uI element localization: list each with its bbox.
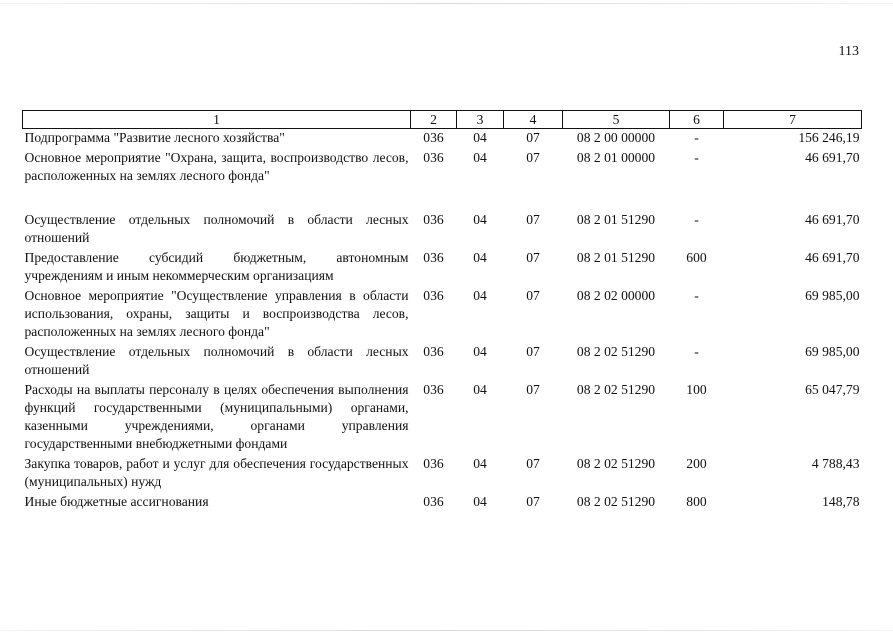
row-subsection: 07: [526, 130, 540, 145]
row-expense-type: 200: [686, 456, 707, 471]
table-row: [23, 149, 862, 211]
row-subsection: 07: [526, 150, 540, 165]
row-amount: 156 246,19: [798, 130, 860, 145]
row-name: Основное мероприятие "Охрана, защита, воспроизводство лесов, расположенных на землях лесного фонда": [24, 150, 409, 183]
scan-edge-top: [0, 3, 893, 4]
table-row: [23, 343, 862, 381]
row-expense-type: -: [694, 130, 699, 145]
row-subsection: 07: [526, 288, 540, 303]
row-expense-type: -: [694, 288, 699, 303]
header-col-3: 3: [457, 111, 504, 129]
row-name: Иные бюджетные ассигнования: [24, 494, 209, 509]
row-name: Осуществление отдельных полномочий в области лесных отношений: [24, 344, 409, 377]
row-amount: 65 047,79: [805, 382, 860, 397]
row-name: Осуществление отдельных полномочий в области лесных отношений: [24, 212, 409, 245]
header-col-7: 7: [724, 111, 862, 129]
header-col-1: 1: [23, 111, 411, 129]
row-expense-type: 600: [686, 250, 707, 265]
row-section: 04: [473, 130, 487, 145]
row-subsection: 07: [526, 250, 540, 265]
row-code: 036: [423, 250, 444, 265]
row-code: 036: [423, 130, 444, 145]
row-amount: 148,78: [822, 494, 860, 509]
row-code: 036: [423, 150, 444, 165]
row-expense-type: 100: [686, 382, 707, 397]
row-subsection: 07: [526, 382, 540, 397]
row-expense-type: -: [694, 150, 699, 165]
budget-table: [22, 110, 862, 513]
row-section: 04: [473, 456, 487, 471]
table-row: [23, 211, 862, 249]
row-amount: 69 985,00: [805, 344, 860, 359]
row-subsection: 07: [526, 212, 540, 227]
table-row: [23, 493, 862, 513]
row-target-article: 08 2 01 51290: [576, 250, 656, 265]
row-target-article: 08 2 00 00000: [576, 130, 656, 145]
row-name: Закупка товаров, работ и услуг для обеспечения государственных (муниципальных) нужд: [24, 456, 409, 489]
header-col-6: 6: [670, 111, 724, 129]
row-amount: 4 788,43: [811, 456, 860, 471]
row-code: 036: [423, 456, 444, 471]
row-section: 04: [473, 344, 487, 359]
table-row: [23, 287, 862, 343]
row-section: 04: [473, 250, 487, 265]
row-target-article: 08 2 02 51290: [576, 494, 656, 509]
row-expense-type: -: [694, 344, 699, 359]
row-name: Расходы на выплаты персоналу в целях обеспечения выполнения функций государственными (муниципальными) органами, казенными учреждениями, органами управления государственными внебюджетными фондами: [24, 382, 409, 451]
row-target-article: 08 2 02 51290: [576, 382, 656, 397]
row-code: 036: [423, 288, 444, 303]
table-header-row: [23, 111, 862, 129]
row-subsection: 07: [526, 456, 540, 471]
row-expense-type: 800: [686, 494, 707, 509]
row-amount: 46 691,70: [805, 250, 860, 265]
row-section: 04: [473, 150, 487, 165]
row-section: 04: [473, 494, 487, 509]
header-col-2: 2: [411, 111, 457, 129]
header-col-4: 4: [504, 111, 563, 129]
row-code: 036: [423, 344, 444, 359]
row-section: 04: [473, 382, 487, 397]
header-col-5: 5: [563, 111, 670, 129]
page-number: 113: [838, 44, 859, 59]
row-code: 036: [423, 212, 444, 227]
row-code: 036: [423, 382, 444, 397]
scan-edge-bottom: [0, 630, 893, 631]
table-row: [23, 455, 862, 493]
row-target-article: 08 2 02 00000: [576, 288, 656, 303]
row-expense-type: -: [694, 212, 699, 227]
row-subsection: 07: [526, 494, 540, 509]
row-name: Предоставление субсидий бюджетным, автономным учреждениям и иным некоммерческим организациям: [24, 250, 409, 283]
row-name: Подпрограмма "Развитие лесного хозяйства": [24, 130, 285, 145]
row-target-article: 08 2 02 51290: [576, 344, 656, 359]
row-section: 04: [473, 288, 487, 303]
row-target-article: 08 2 02 51290: [576, 456, 656, 471]
table-row: [23, 249, 862, 287]
table-row: [23, 129, 862, 150]
row-target-article: 08 2 01 00000: [576, 150, 656, 165]
row-subsection: 07: [526, 344, 540, 359]
row-name: Основное мероприятие "Осуществление управления в области использования, охраны, защиты и воспроизводства лесов, расположенных на землях лесного фонда": [24, 288, 409, 339]
table-row: [23, 381, 862, 455]
row-code: 036: [423, 494, 444, 509]
row-section: 04: [473, 212, 487, 227]
row-amount: 46 691,70: [805, 212, 860, 227]
row-amount: 69 985,00: [805, 288, 860, 303]
row-target-article: 08 2 01 51290: [576, 212, 656, 227]
row-amount: 46 691,70: [805, 150, 860, 165]
